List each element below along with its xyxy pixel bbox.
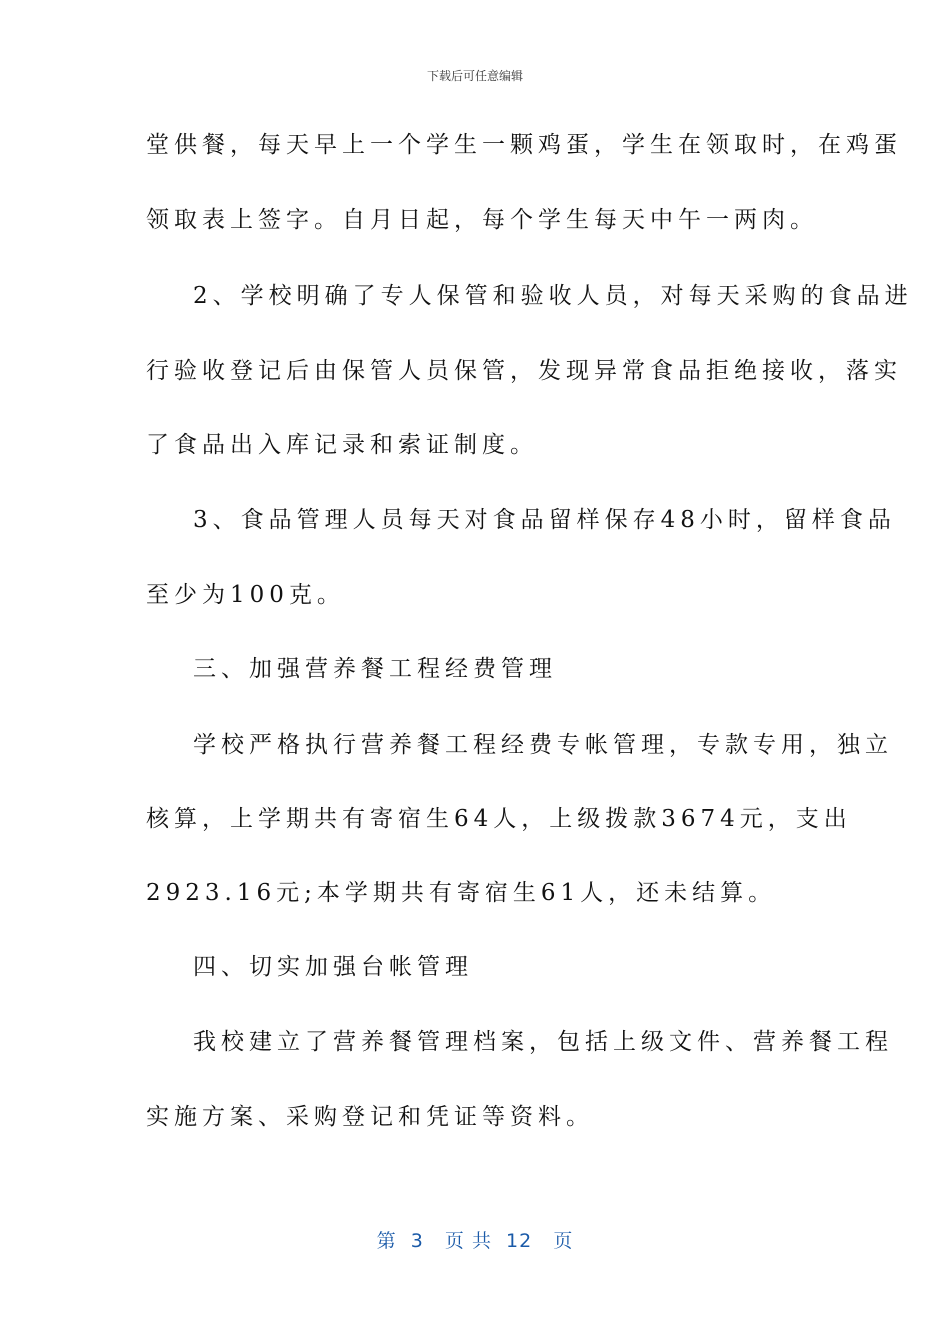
section-heading: 四、切实加强台帐管理 (193, 954, 473, 980)
text-line: 实施方案、采购登记和凭证等资料。 (146, 1104, 594, 1130)
text-line: 核算，上学期共有寄宿生64人，上级拨款3674元，支出 (146, 806, 852, 832)
text-line: 学校严格执行营养餐工程经费专帐管理，专款专用，独立 (193, 732, 893, 758)
text-line: 堂供餐，每天早上一个学生一颗鸡蛋，学生在领取时，在鸡蛋 (146, 132, 902, 158)
text-line: 我校建立了营养餐管理档案，包括上级文件、营养餐工程 (193, 1029, 893, 1055)
section-heading: 三、加强营养餐工程经费管理 (193, 656, 557, 682)
text-line: 2、学校明确了专人保管和验收人员，对每天采购的食品进 (193, 283, 913, 309)
text-line: 至少为100克。 (146, 582, 345, 608)
page-number: 第 3 页 共 12 页 (376, 1230, 574, 1252)
text-line: 了食品出入库记录和索证制度。 (146, 432, 538, 458)
text-line: 领取表上签字。自月日起，每个学生每天中午一两肉。 (146, 207, 818, 233)
text-line: 3、食品管理人员每天对食品留样保存48小时，留样食品 (193, 507, 896, 533)
header-note: 下载后可任意编辑 (426, 69, 523, 83)
text-line: 行验收登记后由保管人员保管，发现异常食品拒绝接收，落实 (146, 358, 902, 384)
text-line: 2923.16元;本学期共有寄宿生61人，还未结算。 (146, 880, 777, 906)
